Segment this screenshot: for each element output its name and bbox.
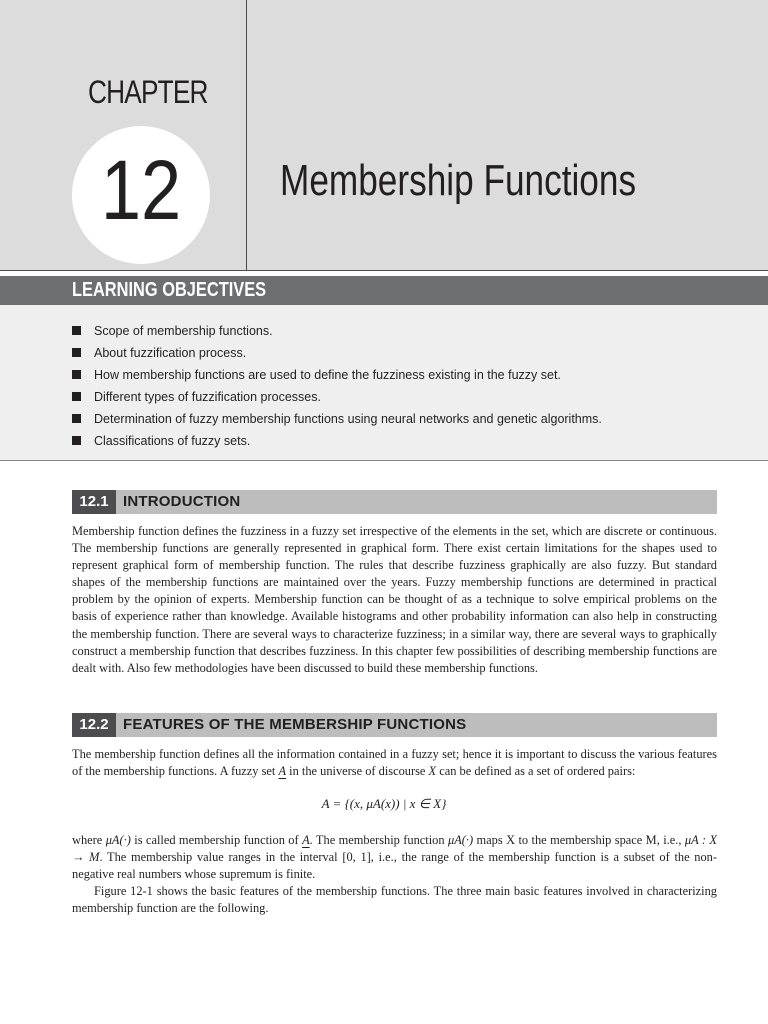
text-run: maps X to the membership space M, i.e.,: [476, 833, 682, 847]
learning-objectives-list: [72, 320, 602, 452]
square-bullet-icon: [72, 326, 81, 335]
text-run: where: [72, 833, 103, 847]
objective-text: Scope of membership functions.: [94, 324, 273, 338]
header-divider: [246, 0, 247, 270]
square-bullet-icon: [72, 436, 81, 445]
fuzzy-set-symbol: A: [302, 833, 310, 847]
square-bullet-icon: [72, 348, 81, 357]
text-run: . The membership function: [309, 833, 445, 847]
fuzzy-set-symbol: A: [278, 764, 287, 779]
objective-text: Determination of fuzzy membership functions using neural networks and genetic algorithms.: [94, 412, 602, 426]
universe-symbol: X: [428, 764, 437, 779]
text-run: is called membership function of: [134, 833, 299, 847]
chapter-number: 12: [100, 143, 182, 237]
header-rule: [0, 270, 768, 271]
chapter-label: CHAPTER: [88, 74, 208, 110]
learning-objectives-title: LEARNING OBJECTIVES: [72, 279, 267, 301]
section-heading-12-1: [72, 490, 717, 514]
section-title: INTRODUCTION: [123, 493, 241, 510]
objective-item: [72, 408, 602, 430]
chapter-title: Membership Functions: [280, 156, 637, 205]
features-paragraph-1: [72, 746, 717, 780]
membership-function-symbol: μA(·): [105, 833, 131, 847]
objective-item: [72, 386, 602, 408]
section-title: FEATURES OF THE MEMBERSHIP FUNCTIONS: [123, 716, 467, 733]
objective-text: How membership functions are used to define the fuzziness existing in the fuzzy set.: [94, 368, 561, 382]
features-paragraph-2: [72, 832, 717, 883]
text-run: The membership function defines all the information contained in a fuzzy set; hence it is important to discuss the various features of the membership functions. A fuzzy set: [72, 747, 717, 779]
square-bullet-icon: [72, 414, 81, 423]
objective-item: [72, 430, 602, 452]
objective-text: Classifications of fuzzy sets.: [94, 434, 251, 448]
section-number: 12.2: [72, 713, 116, 737]
objective-item: [72, 342, 602, 364]
square-bullet-icon: [72, 392, 81, 401]
objective-item: [72, 320, 602, 342]
introduction-paragraph: Membership function defines the fuzziness in a fuzzy set irrespective of the elements in the set, which are discrete or continuous. The membership functions are generally represented in graphical form. There exist certain limitations for the shapes used to represent graphical form of membership function. The rules that describe fuzziness graphically are also fuzzy. But standard shapes of the membership functions are maintained over the years. Fuzzy membership functions are determined in practical problem by the opinion of experts. Membership function can be thought of as a technique to solve empirical problems on the basis of experience rather than knowledge. Available histograms and other probability information can also help in constructing the membership function. There are several ways to characterize fuzziness; in a similar way, there are several ways to graphically construct a membership function that describes fuzziness. In this chapter few possibilities of describing membership functions are dealt with. Also few methodologies have been discussed to build these membership functions.: [72, 524, 717, 675]
membership-function-symbol: μA(·): [447, 833, 474, 847]
text-run: can be defined as a set of ordered pairs:: [439, 764, 636, 779]
text-run: in the universe of discourse: [289, 764, 426, 779]
section-number: 12.1: [72, 490, 116, 514]
section-heading-12-2: [72, 713, 717, 737]
objective-text: Different types of fuzzification processes.: [94, 390, 321, 404]
objective-item: [72, 364, 602, 386]
square-bullet-icon: [72, 370, 81, 379]
features-paragraph-3: Figure 12-1 shows the basic features of the membership functions. The three main basic features involved in characterizing membership function are the following.: [72, 884, 717, 916]
mapping-symbol: μA : X → M: [72, 833, 717, 865]
text-run: . The membership value ranges in the interval [0, 1], i.e., the range of the membership function is a subset of the non-negative real numbers whose supremum is finite.: [72, 850, 718, 882]
ordered-pairs-formula: A = {(x, μA(x)) | x ∈ X}: [321, 796, 447, 811]
objective-text: About fuzzification process.: [94, 346, 247, 360]
